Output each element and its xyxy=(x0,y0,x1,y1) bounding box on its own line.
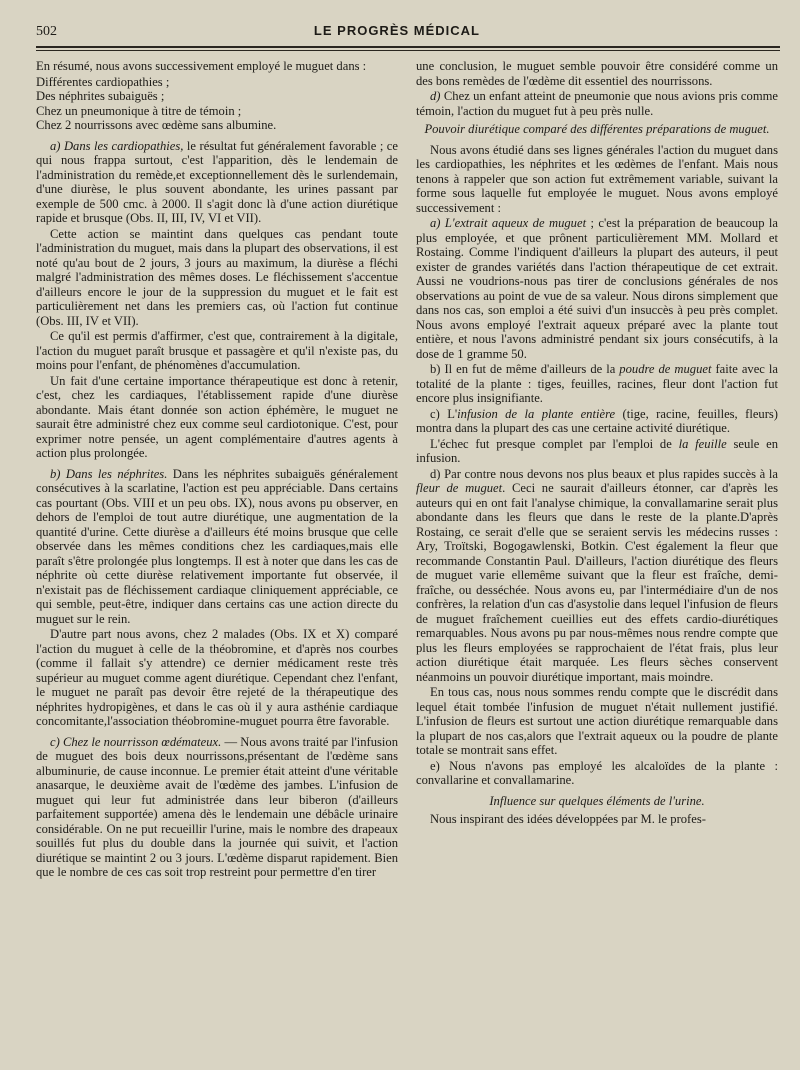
paragraph: Nous inspirant des idées développées par M. le profes- xyxy=(430,812,706,826)
section-heading: Influence sur quelques éléments de l'urine. xyxy=(489,793,705,808)
section-label: a) L'extrait aqueux de muguet xyxy=(430,216,587,230)
running-head xyxy=(36,22,780,40)
paragraph-pneumonie: d) Chez un enfant atteint de pneumonie que nous avions pris comme témoin, l'action du muguet fut à peu près nulle. xyxy=(416,89,778,118)
paragraph: En tous cas, nous nous sommes rendu compte que le discrédit dans lequel était tombée l'infusion de muguet n'était nullement justifié. L'infusion de fleurs est surtout une action diurétique remarquable dans la plupart de nos cas,alors que l'extrait aqueux ou la poudre de plante totale se montrait sans effet. xyxy=(416,685,778,757)
left-column xyxy=(36,59,398,881)
paragraph: Cette action se maintint dans quelques cas pendant toute l'administration du muguet, mais dans la plupart des observations, il est noté qu'au bout de 2 jours, 3 jours au maximum, la diurèse a fléchi malgré l'administration des mêmes doses. Le fléchissement s'accentue d'ailleurs encore le jour de la suppression du muguet et le fait est particulièrement net dans les premiers cas, où l'action fut continue (Obs. III, IV et VII). xyxy=(36,226,398,328)
paragraph: une conclusion, le muguet semble pouvoir être considéré comme un des bons remèdes de l'œdème dit essentiel des nourrissons. xyxy=(416,59,778,88)
paragraph-extrait: a) L'extrait aqueux de muguet ; c'est la préparation de beaucoup la plus employée, et que prônent particulièrement MM. Mollard et Rostaing. Comme l'indiquent d'ailleurs la plupart des auteurs, il peut exister de grandes variétés dans l'action thérapeutique de cet extrait. Aussi ne voudrions-nous pas tirer de conclusions générales de nos observations au point de vue de sa valeur. Nous dirons simplement que dans nos cas, son emploi a été suivi d'un insuccès à peu près complet. Nous avons employé l'extrait aqueux préparé avec la plante tout entière, et nous l'avons administré pendant six jours consécutifs, à la dose de 1 gramme 50. xyxy=(416,216,779,361)
section-label: b) Dans les néphrites. xyxy=(50,466,168,481)
list-item: Différentes cardiopathies ; xyxy=(36,74,170,89)
list-item: Chez un pneumonique à titre de témoin ; xyxy=(36,103,242,118)
paragraph-nourrisson: c) Chez le nourrisson œdémateux. — Nous avons traité par l'infusion de muguet des bois deux nourrissons,présentant de l'œdème sans albuminurie, de cause inconnue. Le premier était atteint d'une véritable anasarque, le deuxième avait de l'œdème des jambes. L'infusion de muguet qui leur fut administrée dans leur biberon (d'ailleurs parfaitement supportée) amena dès le lendemain une débâcle urinaire considérable. On ne put recueillir l'urine, mais le nombre des drapeaux souillés fut plus du double dans la journée qui suivit, et l'action diurétique se maintint 2 ou 3 jours. L'œdème disparut rapidement. Bien que le nombre de ces cas soit trop restreint pour permettre d'en tirer xyxy=(36,734,398,879)
paragraph-infusion: c) L'infusion de la plante entière (tige, racine, feuilles, fleurs) montra dans la plupart des cas une certaine activité diurétique. xyxy=(416,406,778,435)
article-body xyxy=(36,59,780,881)
paragraph: D'autre part nous avons, chez 2 malades (Obs. IX et X) comparé l'action du muguet à celle de la théobromine, et d'après nos courbes (comme il fallait s'y attendre) ce dernier médicament reste très supérieur au muguet comme agent diurétique. Cependant chez l'enfant, le muguet ne paraît pas devoir être rejeté de la thérapeutique des néphrites hydropigènes, et dans le cas où il y aura asthénie cardiaque concomitante,l'association théobromine-muguet pourra être favorable. xyxy=(36,627,398,728)
journal-title: LE PROGRÈS MÉDICAL xyxy=(313,23,480,38)
paragraph-nephrites: b) Dans les néphrites. Dans les néphrites subaiguës généralement consécutives à la scarlatine, l'action est peu appréciable. Dans certains cas pourtant (Obs. VIII et un peu obs. IX), nous avons pu observer, en dehors de l'emploi de tout autre diurétique, une augmentation de la quantité d'urine. Cette diurèse a d'ailleurs été moins brusque que celle observée dans les mêmes conditions chez les cardiaques,mais elle paraît s'être prolongée plus longtemps. Il est à noter que dans les cas de néphrite où cette diurèse relativement importante fut observée, il n'existait pas de fléchissement cardiaque cliniquement appréciable, ce qui semble, peut-être, indiquer dans certains cas une action directe du muguet sur le rein. xyxy=(36,466,398,626)
paragraph: Nous avons étudié dans ses lignes générales l'action du muguet dans les cardiopathies, les néphrites et les œdèmes de l'enfant. Mais nous tenons à rappeler que son action fut extrêmement variable, suivant la forme sous laquelle fut employée le muguet. Nous avons employé successivement : xyxy=(416,142,778,215)
paragraph: Ce qu'il est permis d'affirmer, c'est que, contrairement à la digitale, l'action du muguet paraît brusque et passagère et qu'il n'existe pas, du moins pour l'enfant, de phénomènes d'accumulation. xyxy=(36,329,398,372)
list-item: Chez 2 nourrissons avec œdème sans albumine. xyxy=(36,118,277,132)
section-heading: Pouvoir diurétique comparé des différentes préparations de muguet. xyxy=(424,122,770,136)
paragraph-alcaloides: e) Nous n'avons pas employé les alcaloïdes de la plante : convallarine et convallamarine. xyxy=(416,758,778,787)
paragraph: Un fait d'une certaine importance thérapeutique est donc à retenir, c'est, chez les cardiaques, l'établissement rapide d'une diurèse abondante. Mais étant donnée son action éphémère, le muguet ne saurait être administré chez eux comme seul cardiotonique. C'est, pour exprimer notre pensée, un agent complémentaire d'autres agents à action plus prolongée. xyxy=(36,373,398,460)
summary-intro: En résumé, nous avons successivement employé le muguet dans : xyxy=(36,59,367,73)
section-label: c) Chez le nourrisson œdémateux. xyxy=(50,734,222,749)
paragraph-cardiopathies: a) Dans les cardiopathies, le résultat fut généralement favorable ; ce qui nous frappa surtout, c'est l'apparition, dès le lendemain de l'administration du remède,et exceptionnellement dès le surlendemain, d'une diurèse, le plus souvent abondante, les urines passant par exemple de 500 cmc. à 2000. Il s'agit donc là d'une action diurétique rapide et brusque (Obs. II, III, IV, VI et VII). xyxy=(36,138,398,225)
list-item: Des néphrites subaiguës ; xyxy=(36,89,165,103)
paragraph-poudre: b) Il en fut de même d'ailleurs de la poudre de muguet faite avec la totalité de la plante : tiges, feuilles, racines, fleur dont l'action fut encore plus insignifiante. xyxy=(416,362,778,405)
paragraph-feuille: L'échec fut presque complet par l'emploi de la feuille seule en infusion. xyxy=(416,436,779,465)
right-column xyxy=(416,59,778,881)
header-rule xyxy=(36,46,780,51)
paragraph-fleur: d) Par contre nous devons nos plus beaux et plus rapides succès à la fleur de muguet. Ceci ne saurait d'ailleurs étonner, car d'après les auteurs qui en ont fait l'analyse chimique, la convallamarine serait plus abondante dans les fleurs que dans le reste de la plante.D'après Rostaing, ce serait d'elle que se seraient servis les médecins russes : Ary, Troïtski, Bogogawlenski, Botkin. C'est également la fleur que recommande Constantin Paul. D'ailleurs, l'action diurétique des fleurs de muguet varie ellemême suivant que la fleur est fraîche, demi-fraîche, ou desséchée. Nous avons eu, par l'intermédiaire d'un de nos confrères, la relation d'un cas d'asystolie dans lequel l'infusion de fleurs de muguet fraîchement cueillies eut des effets cardio-diurétiques remarquables. Nous avons pu par nous-mêmes nous rendre compte que plus les fleurs employées se rapprochaient de l'état frais, plus leur action diurétique était marquée. Les fleurs sèches conservent néanmoins un pouvoir diurétique important, mais moindre. xyxy=(416,466,778,684)
section-label: a) Dans les cardiopathies, xyxy=(50,138,184,153)
page-number: 502 xyxy=(36,24,57,39)
